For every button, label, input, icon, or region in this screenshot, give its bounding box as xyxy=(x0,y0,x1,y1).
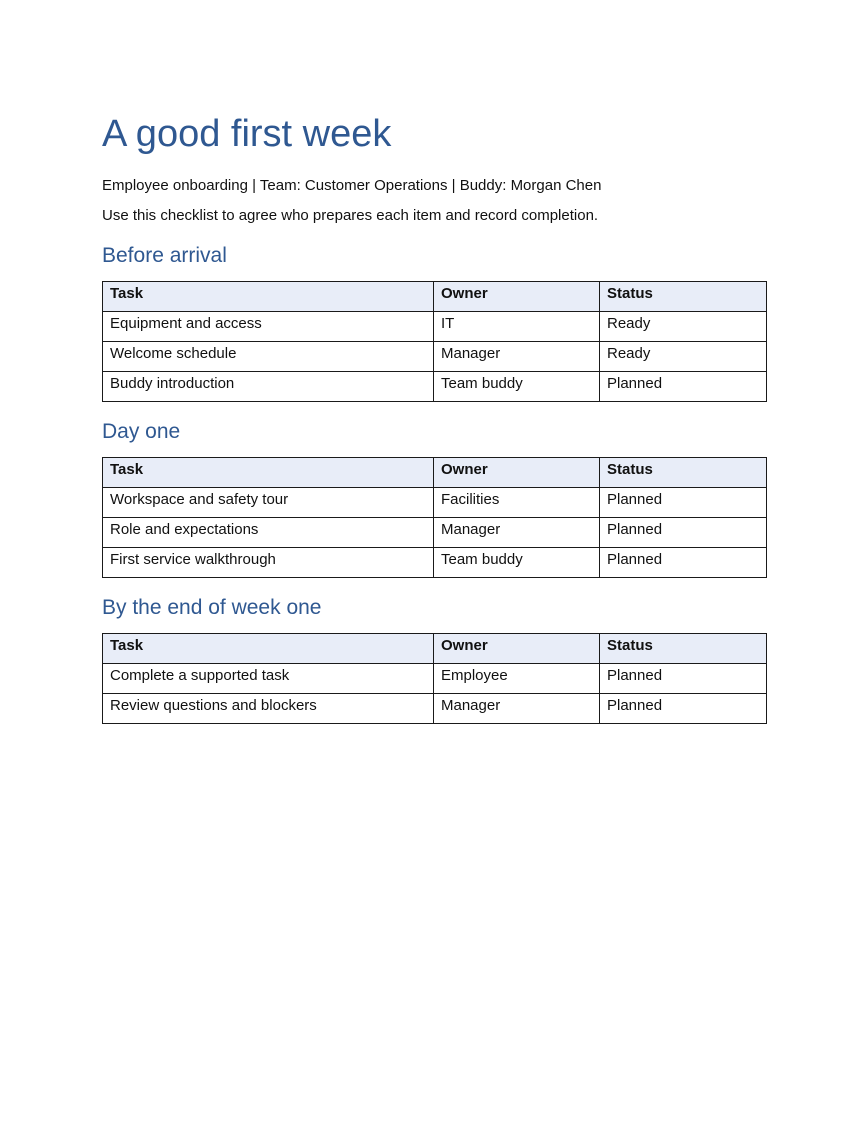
status-cell: Ready xyxy=(600,312,767,342)
status-cell: Planned xyxy=(600,518,767,548)
section-heading-day-one: Day one xyxy=(102,420,181,443)
task-cell: Workspace and safety tour xyxy=(103,488,434,518)
column-header-task: Task xyxy=(103,282,434,312)
owner-cell: Employee xyxy=(434,664,600,694)
document-title: A good first week xyxy=(102,113,392,155)
table-header-row xyxy=(103,634,767,664)
task-cell: Review questions and blockers xyxy=(103,694,434,724)
task-cell: Equipment and access xyxy=(103,312,434,342)
table-row xyxy=(103,664,767,694)
table-row xyxy=(103,312,767,342)
column-header-task: Task xyxy=(103,634,434,664)
owner-cell: Team buddy xyxy=(434,548,600,578)
table-row xyxy=(103,694,767,724)
status-cell: Ready xyxy=(600,342,767,372)
column-header-task: Task xyxy=(103,458,434,488)
task-cell: First service walkthrough xyxy=(103,548,434,578)
owner-cell: IT xyxy=(434,312,600,342)
task-cell: Buddy introduction xyxy=(103,372,434,402)
task-cell: Role and expectations xyxy=(103,518,434,548)
task-cell: Welcome schedule xyxy=(103,342,434,372)
column-header-owner: Owner xyxy=(434,282,600,312)
document-meta-line: Employee onboarding | Team: Customer Operations | Buddy: Morgan Chen xyxy=(102,177,602,194)
status-cell: Planned xyxy=(600,694,767,724)
table-header-row xyxy=(103,458,767,488)
column-header-status: Status xyxy=(600,282,767,312)
section-heading-before-arrival: Before arrival xyxy=(102,244,227,267)
table-header-row xyxy=(103,282,767,312)
column-header-status: Status xyxy=(600,458,767,488)
column-header-owner: Owner xyxy=(434,458,600,488)
owner-cell: Manager xyxy=(434,694,600,724)
table-row xyxy=(103,518,767,548)
table-row xyxy=(103,488,767,518)
owner-cell: Team buddy xyxy=(434,372,600,402)
task-cell: Complete a supported task xyxy=(103,664,434,694)
status-cell: Planned xyxy=(600,488,767,518)
column-header-owner: Owner xyxy=(434,634,600,664)
owner-cell: Manager xyxy=(434,518,600,548)
section-heading-end-of-week-one: By the end of week one xyxy=(102,596,322,619)
document-instruction: Use this checklist to agree who prepares each item and record completion. xyxy=(102,207,599,224)
checklist-table-day-one xyxy=(102,457,767,578)
owner-cell: Manager xyxy=(434,342,600,372)
status-cell: Planned xyxy=(600,548,767,578)
checklist-table-end-of-week-one xyxy=(102,633,767,724)
table-row xyxy=(103,548,767,578)
status-cell: Planned xyxy=(600,664,767,694)
checklist-table-before-arrival xyxy=(102,281,767,402)
column-header-status: Status xyxy=(600,634,767,664)
status-cell: Planned xyxy=(600,372,767,402)
table-row xyxy=(103,342,767,372)
table-row xyxy=(103,372,767,402)
owner-cell: Facilities xyxy=(434,488,600,518)
